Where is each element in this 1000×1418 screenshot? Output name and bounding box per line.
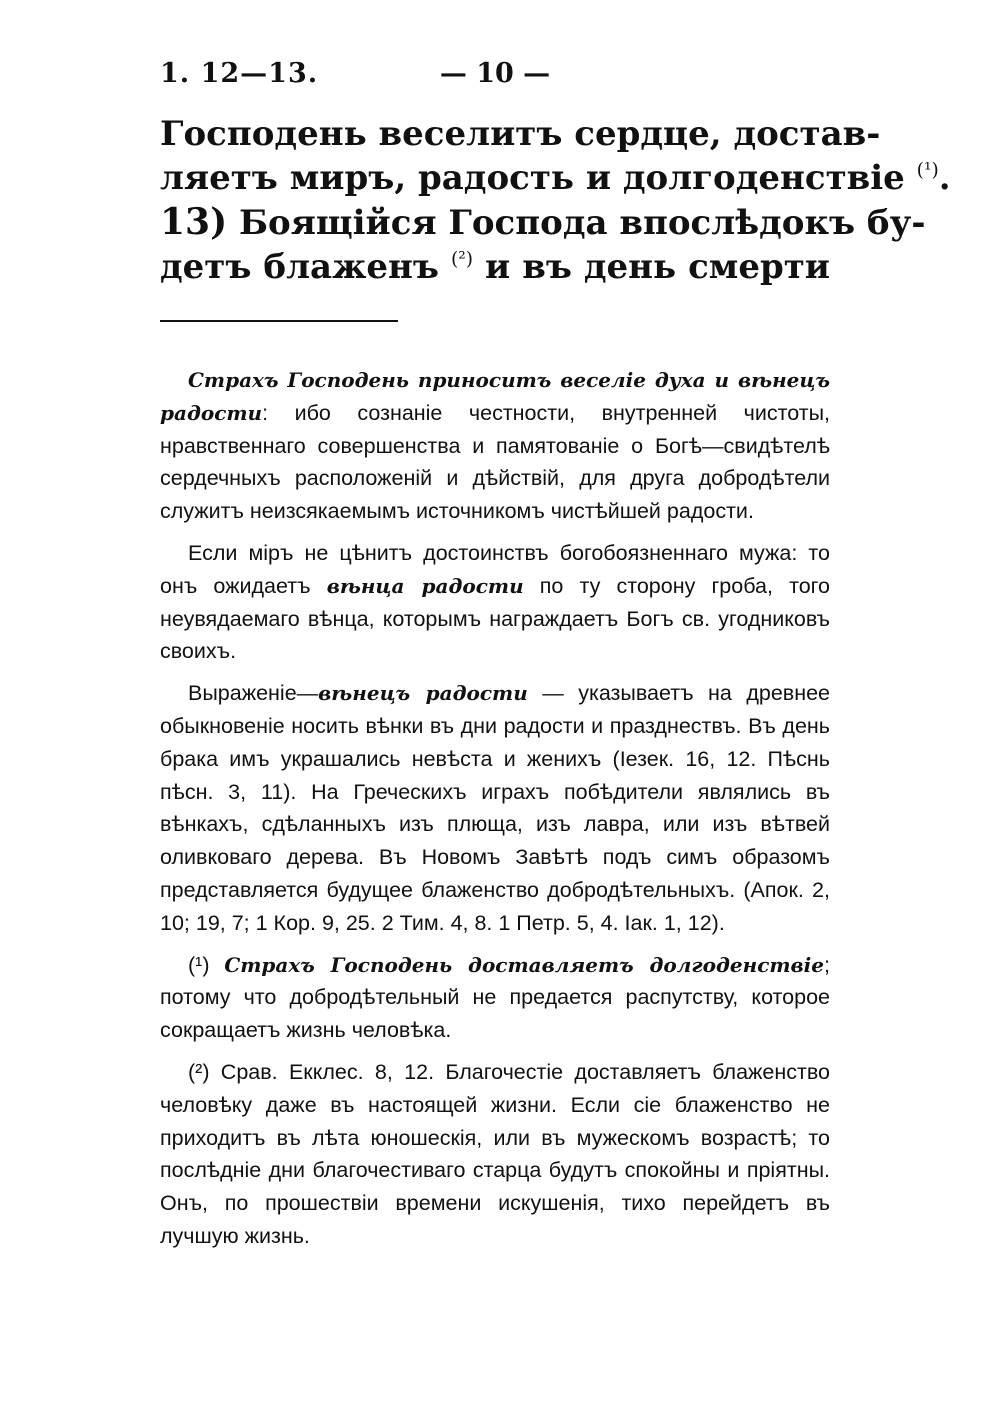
paragraph-text: : ибо сознаніе честности, внутренней чистоты, нравственнаго совершенства и памятованіе о Богѣ—свидѣтелѣ сердечныхъ расположеній и дѣйствій, для друга добродѣтели служитъ неизсякаемымъ источникомъ чистѣйшей радости. [160,400,830,524]
footnote-1 [160,949,830,1047]
commentary-paragraph [160,537,830,668]
verse-number: 13) [160,201,228,243]
paragraph-text: — указываетъ на древнее обыкновеніе носить вѣнки въ дни радости и празднествъ. Въ день брака имъ украшались невѣста и женихъ (Іезек. 16, 12. Пѣснь пѣсн. 3, 11). На Греческихъ играхъ побѣдители являлись въ вѣнкахъ, сдѣланныхъ изъ плюща, изъ лавра, или изъ вѣтвей оливковаго дерева. Въ Новомъ Завѣтѣ подъ симъ образомъ представляется будущее блаженство добродѣтельныхъ. (Апок. 2, 10; 19, 7; 1 Кор. 9, 25. 2 Тим. 4, 8. 1 Петр. 5, 4. Іак. 1, 12). [160,681,831,935]
verse-reference: 1. 12—13. [160,58,319,89]
emphasis: Страхъ Господень приноситъ веселіе духа и вѣнецъ радости [160,368,830,425]
verse-line-text: Боящійся Господа впослѣдокъ бу- [227,203,926,243]
paragraph-text: ; потому что добродѣтельный не предается распутству, которое сокращаетъ жизнь человѣка. [160,952,830,1043]
footnote-ref: (¹) [916,159,939,181]
verse-line-text: детъ блаженъ [160,247,451,287]
verse-line [160,245,830,289]
paragraph-text: по ту сторону гроба, того неувядаемаго вѣнца, которымъ награждаетъ Богъ св. угодниковъ своихъ. [160,573,830,664]
footnote-marker: (²) [188,1059,210,1084]
emphasis: Страхъ Господень доставляетъ долгоденствіе [224,952,825,977]
verse-line-end: . [938,158,951,198]
paragraph-text: Выраженіе— [188,681,319,706]
footnote-divider [160,320,398,322]
verse-line-text: ляетъ миръ, радость и долгоденствіе [160,158,917,198]
running-head [160,58,830,98]
commentary-paragraph [160,364,830,528]
emphasis: вѣнца радости [326,573,524,598]
verse-line [160,200,926,245]
paragraph-text: Если міръ не цѣнитъ достоинствъ богобоязненнаго мужа: то онъ ожидаетъ [160,540,830,598]
verse-line: Господень веселитъ сердце, достав- [160,114,881,154]
verse-line-text: и въ день смерти [473,247,831,287]
footnote-marker: (¹) [188,952,210,977]
commentary [160,364,830,1262]
verse-line [160,156,951,200]
paragraph-text: Срав. Екклес. 8, 12. Благочестіе доставляетъ блаженство человѣку даже въ настоящей жизни. Если сіе блаженство не приходитъ въ лѣта юношескія, или въ мужескомъ возрастѣ; то послѣдніе дни благочестиваго старца будутъ спокойны и пріятны. Онъ, по прошествіи времени искушенія, тихо перейдетъ въ лучшую жизнь. [160,1059,830,1248]
verse-text [160,112,951,289]
commentary-paragraph [160,677,830,939]
emphasis: вѣнецъ радости [318,681,528,706]
footnote-ref: (²) [450,248,474,270]
footnote-2 [160,1056,830,1253]
page-number: — 10 — [439,58,551,89]
